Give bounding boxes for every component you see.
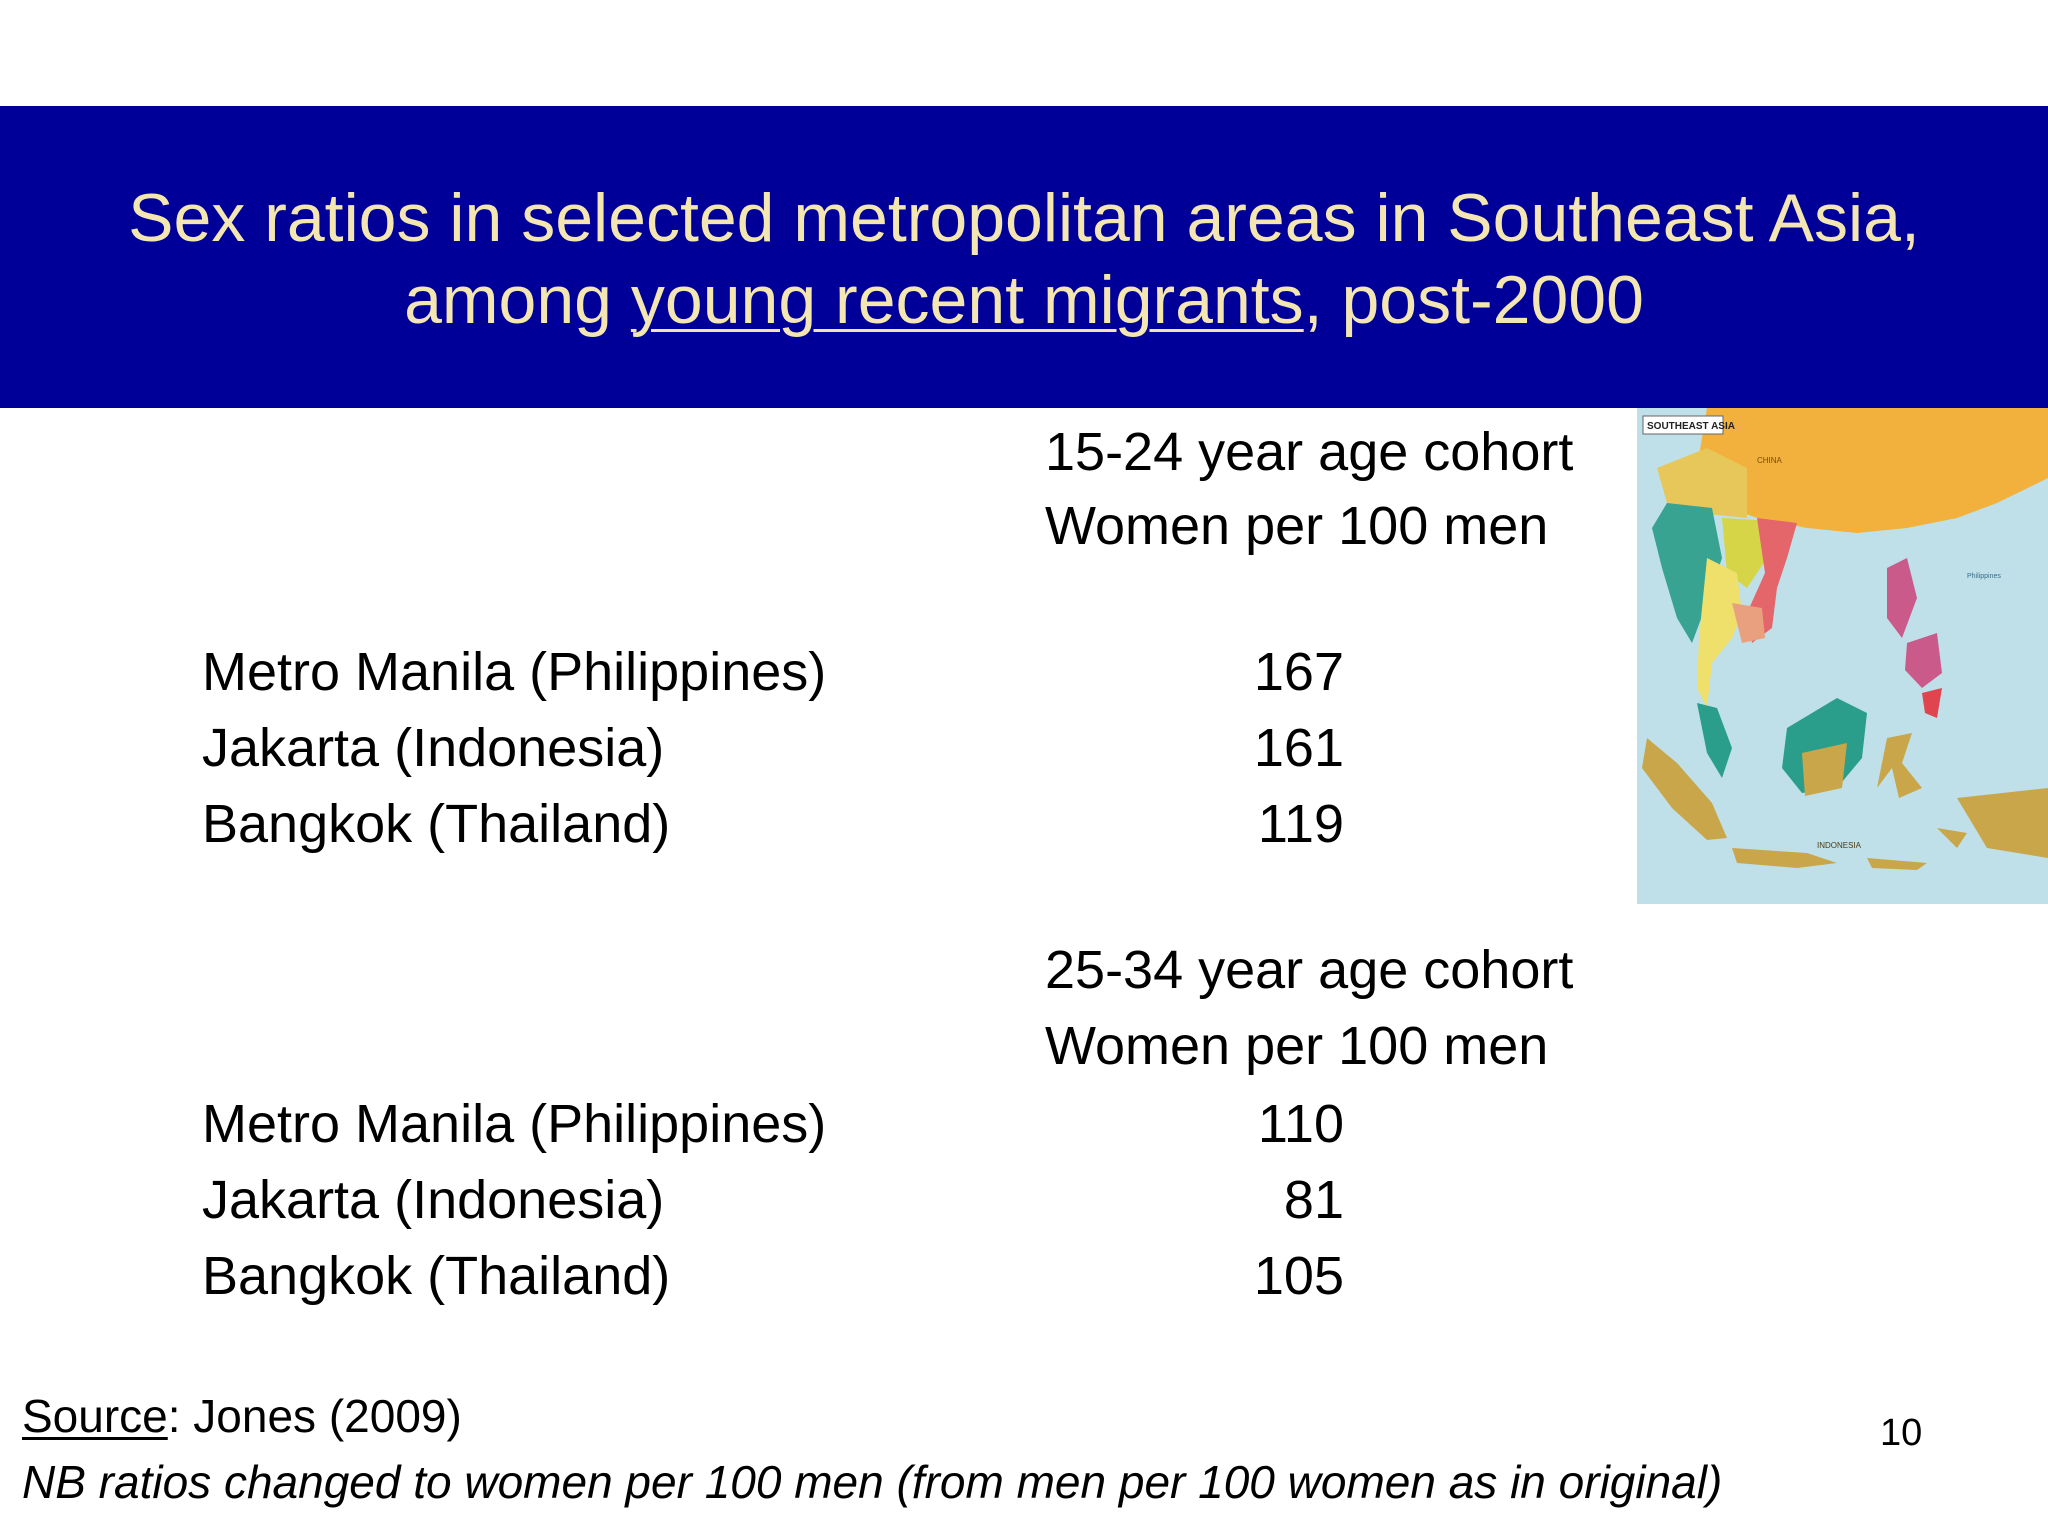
- footnote: NB ratios changed to women per 100 men (from men per 100 women as in original): [22, 1456, 1723, 1508]
- cohort-1-value-3: 119: [1257, 794, 1344, 854]
- page-number: 10: [1880, 1412, 1923, 1454]
- cohort-1-city-3: Bangkok (Thailand): [202, 794, 671, 854]
- slide-title-line-2: among young recent migrants, post-2000: [404, 262, 1644, 338]
- cohort-2-value-2: 81: [1283, 1170, 1344, 1230]
- map-label-philippines: Philippines: [1967, 573, 2001, 580]
- cohort-2-city-2: Jakarta (Indonesia): [202, 1170, 665, 1230]
- cohort-1-heading: 15-24 year age cohort: [1045, 422, 1574, 482]
- cohort-1-city-1: Metro Manila (Philippines): [202, 642, 827, 702]
- cohort-2-value-3: 105: [1253, 1246, 1344, 1306]
- cohort-1-value-1: 167: [1253, 642, 1344, 702]
- map-label-china: CHINA: [1757, 456, 1782, 465]
- map-label-indonesia: INDONESIA: [1817, 841, 1862, 850]
- cohort-1-value-2: 161: [1253, 718, 1344, 778]
- cohort-2-city-3: Bangkok (Thailand): [202, 1246, 671, 1306]
- southeast-asia-map: [1637, 408, 2048, 904]
- cohort-2-city-1: Metro Manila (Philippines): [202, 1094, 827, 1154]
- cohort-2-value-1: 110: [1257, 1094, 1344, 1154]
- source-label: Source: [22, 1390, 168, 1442]
- cohort-2-heading: 25-34 year age cohort: [1045, 940, 1574, 1000]
- map-title: SOUTHEAST ASIA: [1647, 421, 1735, 432]
- underlined-phrase: young recent migrants: [630, 262, 1304, 338]
- cohort-1-subheading: Women per 100 men: [1045, 496, 1549, 556]
- cohort-1-city-2: Jakarta (Indonesia): [202, 718, 665, 778]
- source-citation: Source: Jones (2009): [22, 1390, 462, 1442]
- slide-title-line-1: Sex ratios in selected metropolitan areas in Southeast Asia,: [128, 180, 1920, 256]
- cohort-2-subheading: Women per 100 men: [1045, 1016, 1549, 1076]
